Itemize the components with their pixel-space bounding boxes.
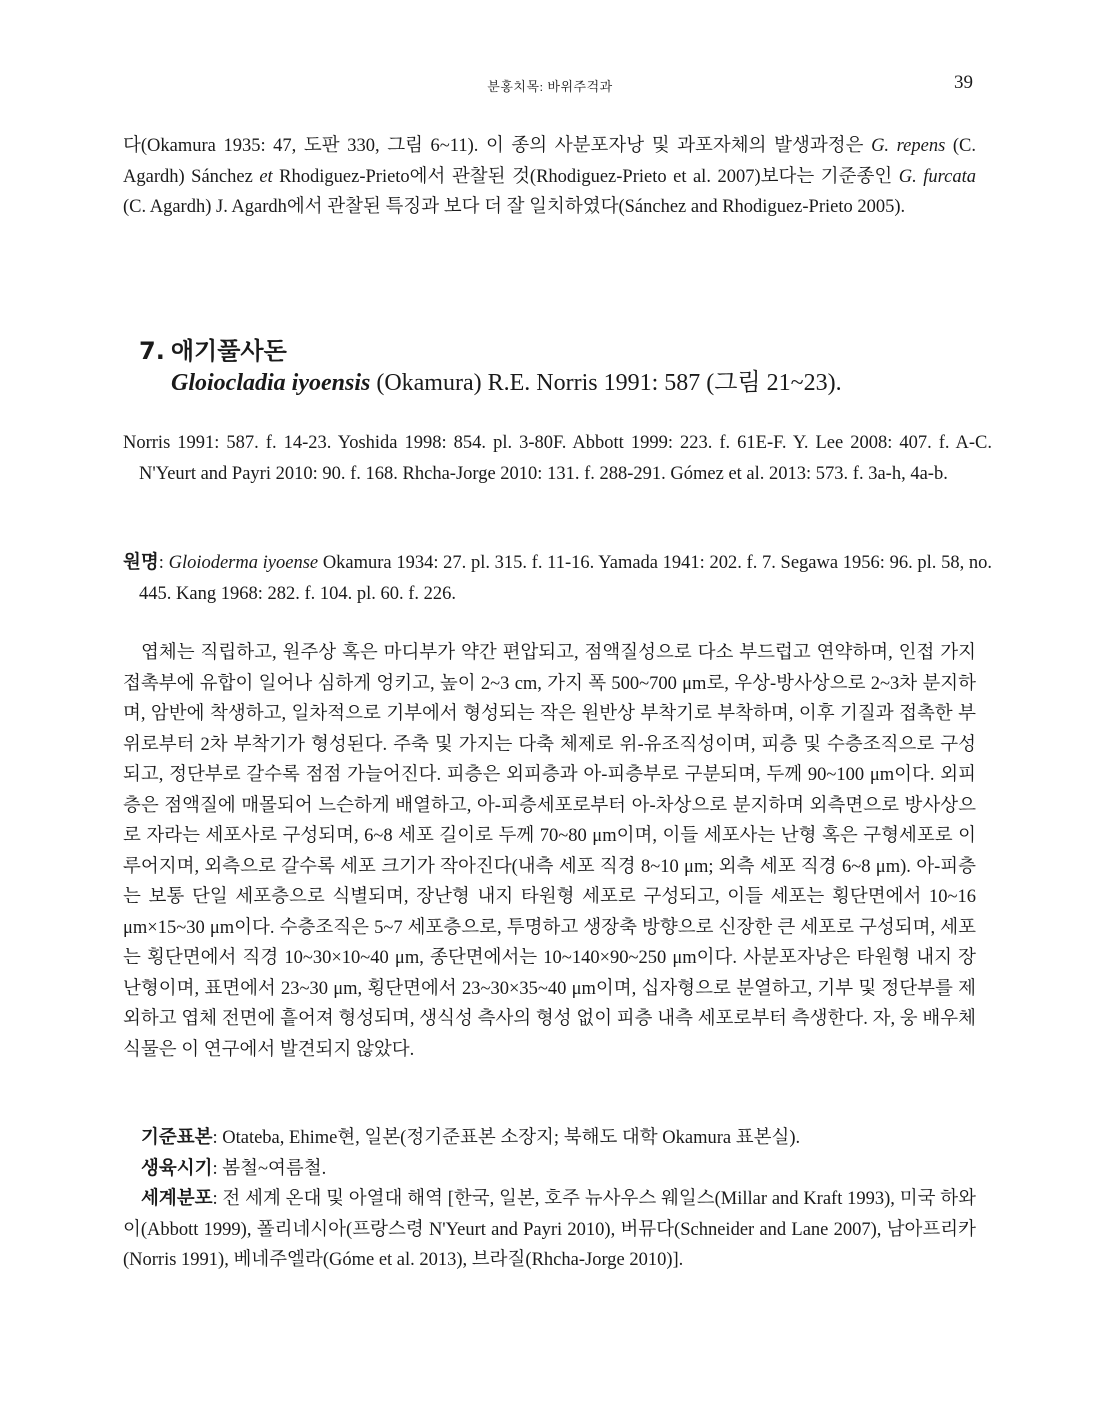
basionym-name: Gloioderma iyoense: [168, 553, 319, 573]
basionym-label: 원명: [123, 552, 159, 573]
species-scientific-line: [139, 368, 842, 399]
basionym-paragraph: 원명: Gloioderma iyoense Okamura 1934: 27. pl. 315. f. 11-16. Yamada 1941: 202. f. 7. Segawa 1956: 96. pl. 58, no. 445. Kang 1968: 282. f. 104. pl. 60. f. 226.: [123, 552, 992, 604]
species-authority: (Okamura) R.E. Norris 1991: 587 (그림 21~23).: [370, 370, 842, 396]
intro-species-furcata: G. furcata: [898, 166, 977, 187]
distribution-label: 세계분포: [141, 1188, 213, 1209]
intro-et: et: [259, 166, 273, 187]
page-number: 39: [954, 72, 973, 93]
running-header: 분홍치목: 바위주걱과: [487, 79, 613, 94]
intro-paragraph: [123, 131, 976, 223]
growth-period-line: [123, 1154, 976, 1185]
intro-text-7: (C. Agardh) J. Agardh에서 관찰된 특징과 보다 더 잘 일치하였다(Sánchez and Rhodiguez-Prieto 2005).: [123, 197, 906, 217]
species-korean-name: 애기풀사돈: [170, 337, 287, 365]
intro-species-repens: G. repens: [871, 136, 946, 156]
intro-text-3: (C. Agardh) Sánchez: [123, 136, 976, 187]
distribution-line: [123, 1184, 976, 1276]
species-scientific-name: Gloiocladia iyoensis: [171, 370, 371, 396]
description-paragraph: 엽체는 직립하고, 원주상 혹은 마디부가 약간 편압되고, 점액질성으로 다소 부드럽고 연약하며, 인접 가지 접촉부에 유합이 일어나 심하게 엉키고, 높이 2~3 cm, 가지 폭 500~700 μm로, 우상-방사상으로 2~3차 분지하며, 암반에 착생하고, 일차적으로 기부에서 형성되는 작은 원반상 부착기로 부착하며, 이후 기질과 접촉한 부위로부터 2차 부착기가 형성된다. 주축 및 가지는 다축 체제로 위-유조직성이며, 피층 및 수층조직으로 구성되고, 정단부로 갈수록 점점 가늘어진다. 피층은 외피층과 아-피층부로 구분되며, 두께 90~100 μm이다. 외피층은 점액질에 매몰되어 느슨하게 배열하고, 아-피층세포로부터 아-차상으로 분지하며 외측면으로 방사상으로 자라는 세포사로 구성되며, 6~8 세포 길이로 두께 70~80 μm이며, 이들 세포사는 난형 혹은 구형세포로 이루어지며, 외측으로 갈수록 세포 크기가 작아진다(내측 세포 직경 8~10 μm; 외측 세포 직경 6~8 μm). 아-피층는 보통 단일 세포층으로 식별되며, 장난형 내지 타원형 세포로 구성되고, 이들 세포는 횡단면에서 10~16 μm×15~30 μm이다. 수층조직은 5~7 세포층으로, 투명하고 생장축 방향으로 신장한 큰 세포로 구성되며, 세포는 횡단면에서 직경 10~30×10~40 μm, 종단면에서는 10~140×90~250 μm이다. 사분포자낭은 타원형 내지 장난형이며, 표면에서 23~30 μm, 횡단면에서 23~30×35~40 μm이며, 십자형으로 분열하고, 기부 및 정단부를 제외하고 엽체 전면에 흩어져 형성되며, 생식성 측사의 형성 없이 피층 내측 세포로부터 측생한다. 자, 웅 배우체 식물은 이 연구에서 발견되지 않았다.: [123, 643, 976, 1060]
type-specimen-text: : Otateba, Ehime현, 일본(정기준표본 소장지; 북해도 대학 Okamura 표본실).: [212, 1128, 801, 1148]
intro-text-1: 다(Okamura 1935: 47, 도판 330, 그림 6~11). 이 종의 사분포자낭 및 과포자체의 발생과정은: [123, 136, 872, 156]
growth-period-label: 생육시기: [141, 1157, 213, 1179]
growth-period-text: : 봄철~여름철.: [212, 1158, 327, 1179]
basionym-citations: Okamura 1934: 27. pl. 315. f. 11-16. Yamada 1941: 202. f. 7. Segawa 1956: 96. pl. 58, no. 445. Kang 1968: 282. f. 104. pl. 60. f. 226.: [139, 553, 992, 604]
type-specimen-line: [123, 1123, 976, 1154]
type-specimen-label: 기준표본: [141, 1127, 213, 1148]
references-paragraph: Norris 1991: 587. f. 14-23. Yoshida 1998: 854. pl. 3-80F. Abbott 1999: 223. f. 61E-F. Y. Lee 2008: 407. f. A-C. N'Yeurt and Payri 2010: 90. f. 168. Rhcha-Jorge 2010: 131. f. 288-291. Gómez et al. 2013: 573. f. 3a-h, 4a-b.: [123, 433, 992, 484]
species-korean-line: [139, 336, 842, 368]
intro-text-5: Rhodiguez-Prieto에서 관찰된 것(Rhodiguez-Prieto et al. 2007)보다는 기준종인: [272, 166, 899, 187]
species-heading: [139, 336, 842, 399]
distribution-text: : 전 세계 온대 및 아열대 해역 [한국, 일본, 호주 뉴사우스 웨일스(Millar and Kraft 1993), 미국 하와이(Abbott 1999), 폴리네시아(프랑스령 N'Yeurt and Payri 2010), 버뮤다(Schneider and Lane 2007), 남아프리카(Norris 1991), 베네주엘라(Góme et al. 2013), 브라질(Rhcha-Jorge 2010)].: [123, 1189, 976, 1270]
species-number: 7.: [139, 337, 165, 365]
species-facts: [123, 1123, 976, 1276]
